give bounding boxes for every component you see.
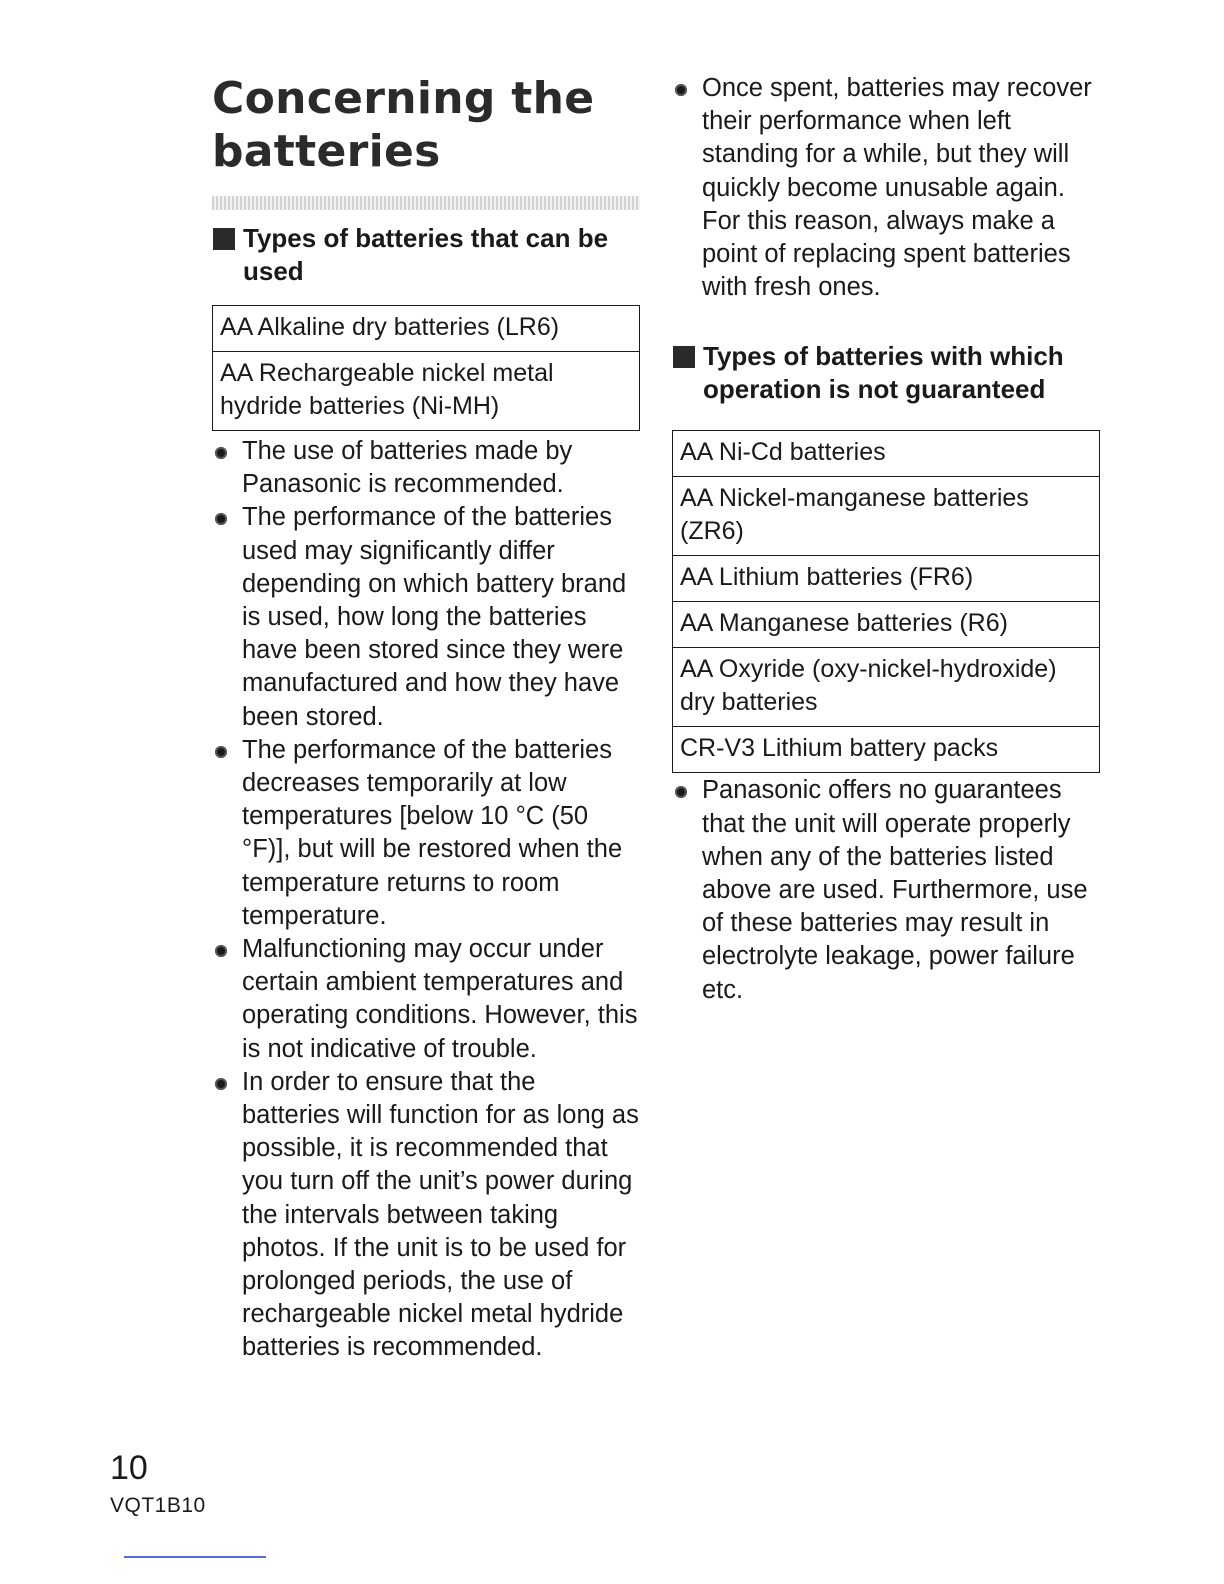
- page-title: Concerning the batteries: [212, 73, 595, 177]
- list-item: [212, 501, 640, 733]
- page-number: 10: [110, 1449, 148, 1487]
- table-cell: AA Alkaline dry batteries (LR6): [213, 306, 640, 352]
- list-item: [212, 1066, 640, 1365]
- bullet-icon: [215, 447, 227, 459]
- bullet-icon: [215, 746, 227, 758]
- list-item-text: The use of batteries made by Panasonic is recommended.: [242, 437, 573, 499]
- table-row: [673, 648, 1100, 727]
- table-cell: CR-V3 Lithium battery packs: [673, 727, 1100, 773]
- not-guaranteed-heading-text: Types of batteries with which operation is not guaranteed: [703, 341, 1064, 405]
- usable-batteries-heading-text: Types of batteries that can be used: [243, 223, 609, 286]
- table-row: [213, 352, 640, 431]
- list-item: [672, 72, 1100, 304]
- table-row: [673, 556, 1100, 602]
- left-column: [212, 72, 640, 1365]
- table-row: [673, 477, 1100, 556]
- black-square-icon: [213, 228, 235, 250]
- not-guaranteed-heading: [672, 340, 1100, 406]
- table-cell: AA Manganese batteries (R6): [673, 602, 1100, 648]
- bullet-icon: [215, 513, 227, 525]
- bullet-icon: [215, 1078, 227, 1090]
- list-item: [672, 774, 1100, 1006]
- table-cell: AA Oxyride (oxy-nickel-hydroxide) dry batteries: [673, 648, 1100, 727]
- bullet-icon: [215, 945, 227, 957]
- table-cell: AA Nickel-manganese batteries (ZR6): [673, 477, 1100, 556]
- table-row: [213, 306, 640, 352]
- black-square-icon: [673, 346, 695, 368]
- list-item-text: In order to ensure that the batteries will function for as long as possible, it is recommended that you turn off the unit’s power during the intervals between taking photos. If the unit is to be used for prolonged periods, the use of rechargeable nickel metal hydride batteries is recommended.: [242, 1067, 639, 1362]
- list-item-text: Once spent, batteries may recover their performance when left standing for a while, but they will quickly become unusable again. For this reason, always make a point of replacing spent batteries with fresh ones.: [702, 74, 1092, 302]
- usable-batteries-table: [212, 305, 640, 431]
- list-item-text: The performance of the batteries decreases temporarily at low temperatures [below 10 °C (50 °F)], but will be restored when the temperature returns to room temperature.: [242, 735, 623, 930]
- not-guaranteed-table: [672, 430, 1100, 773]
- list-item-text: The performance of the batteries used may significantly differ depending on which battery brand is used, how long the batteries have been stored since they were manufactured and how they have been stored.: [242, 503, 627, 731]
- list-item: [212, 435, 640, 501]
- right-column: [672, 72, 1100, 1007]
- bottom-divider: [124, 1556, 266, 1558]
- table-row: [673, 727, 1100, 773]
- list-item: [212, 933, 640, 1066]
- bullet-icon: [675, 786, 687, 798]
- model-code: VQT1B10: [110, 1494, 206, 1517]
- usable-batteries-heading: [212, 222, 640, 288]
- table-cell: AA Ni-Cd batteries: [673, 431, 1100, 477]
- not-guaranteed-notes-list: [672, 774, 1100, 1006]
- usable-notes-list: [212, 435, 640, 1365]
- table-row: [673, 602, 1100, 648]
- table-row: [673, 431, 1100, 477]
- spent-note-list: [672, 72, 1100, 304]
- table-cell: AA Lithium batteries (FR6): [673, 556, 1100, 602]
- title-divider: [212, 196, 640, 210]
- table-cell: AA Rechargeable nickel metal hydride batteries (Ni-MH): [213, 352, 640, 431]
- bullet-icon: [675, 84, 687, 96]
- list-item-text: Panasonic offers no guarantees that the unit will operate properly when any of the batteries listed above are used. Furthermore, use of these batteries may result in electrolyte leakage, power failure etc.: [702, 776, 1088, 1004]
- list-item: [212, 734, 640, 933]
- list-item-text: Malfunctioning may occur under certain ambient temperatures and operating conditions. However, this is not indicative of trouble.: [242, 935, 638, 1063]
